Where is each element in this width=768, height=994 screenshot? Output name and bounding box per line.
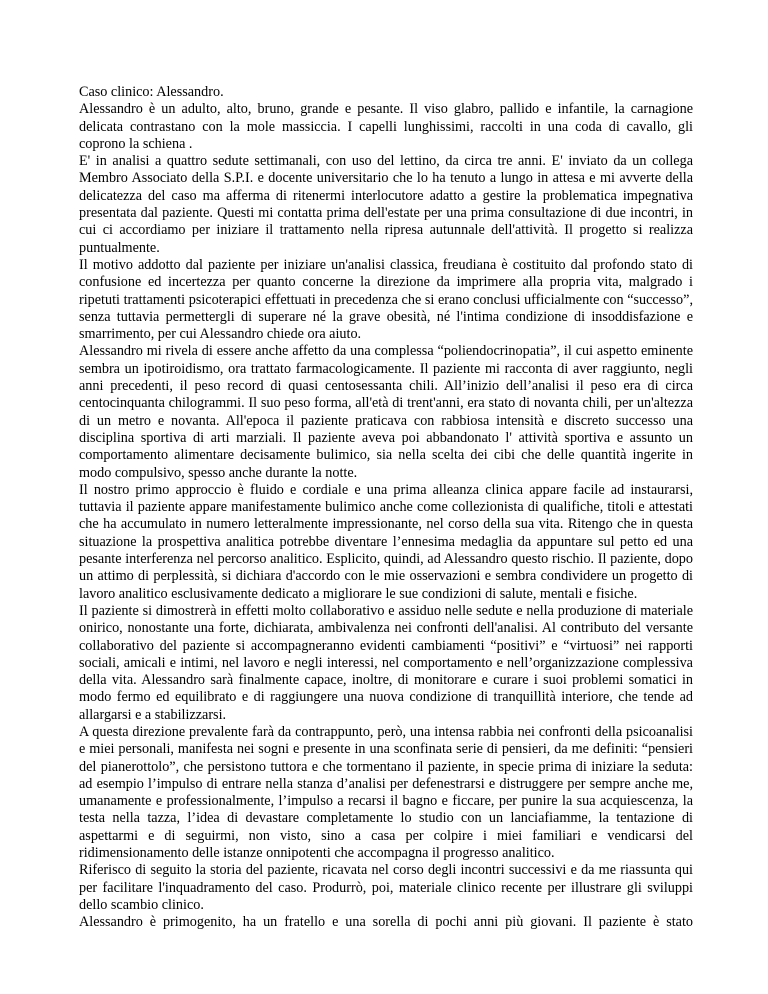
paragraph-7: A questa direzione prevalente farà da contrappunto, però, una intensa rabbia nei confronti della psicoanalisi e miei personali, manifesta nei sogni e presente in una sconfinata serie di pensieri, da me definiti: “pensieri del pianerottolo”, che persistono tuttora e che tormentano il paziente, in specie prima di iniziare la seduta: ad esempio l’impulso di entrare nella stanza d’analisi per defenestrarsi e distruggere per sempre anche me, umanamente e professionalmente, l’impulso a recarsi il bagno e ficcare, per punire la sua acquiescenza, la testa nella tazza, l’idea di devastare completamente lo studio con un lanciafiamme, la tentazione di aspettarmi e di seguirmi, non visto, sino a casa per colpire i miei familiari e vendicarsi del ridimensionamento delle istanze onnipotenti che accompagna il progresso analitico. [79,723,693,862]
paragraph-9: Alessandro è primogenito, ha un fratello e una sorella di pochi anni più giovani. Il paziente è stato [79,914,693,931]
document-title: Caso clinico: Alessandro. [79,84,224,100]
paragraph-1: Alessandro è un adulto, alto, bruno, grande e pesante. Il viso glabro, pallido e infantile, la carnagione delicata contrastano con la mole massiccia. I capelli lunghissimi, raccolti in una coda di cavallo, gli coprono la schiena . [79,101,693,152]
paragraph-2: E' in analisi a quattro sedute settimanali, con uso del lettino, da circa tre anni. E' inviato da un collega Membro Associato della S.P.I. e docente universitario che lo ha tenuto a lungo in attesa e mi avverte della delicatezza del caso ma afferma di ritenermi interlocutore adatto a gestire la problematica impegnativa presentata dal paziente. Questi mi contatta prima dell'estate per una prima consultazione di due incontri, in cui ci accordiamo per iniziare il trattamento nella ripresa autunnale dell'attività. Il progetto si realizza puntualmente. [79,153,693,256]
paragraph-3: Il motivo addotto dal paziente per iniziare un'analisi classica, freudiana è costituito dal profondo stato di confusione ed incertezza per quanto concerne la direzione da imprimere alla propria vita, malgrado i ripetuti trattamenti psicoterapici effettuati in precedenza che si erano conclusi ufficialmente con “successo”, senza tuttavia permettergli di superare né la grave obesità, né l'intima condizione di insoddisfazione e smarrimento, per cui Alessandro chiede ora aiuto. [79,256,693,343]
paragraph-5: Il nostro primo approccio è fluido e cordiale e una prima alleanza clinica appare facile ad instaurarsi, tuttavia il paziente appare manifestamente bulimico anche come collezionista di qualifiche, titoli e attestati che ha accumulato in numero letteralmente impressionante, nel corso della sua vita. Ritengo che in questa situazione la prospettiva analitica potrebbe diventare l’ennesima medaglia da appuntare sul petto ed una pesante interferenza nel percorso analitico. Esplicito, quindi, ad Alessandro questo rischio. Il paziente, dopo un attimo di perplessità, si dichiara d'accordo con le mie osservazioni e sembra condividere un progetto di lavoro analitico esclusivamente dedicato a migliorare le sue condizioni di salute, mentali e fisiche. [79,481,693,602]
paragraph-8: Riferisco di seguito la storia del paziente, ricavata nel corso degli incontri successivi e da me riassunta qui per facilitare l'inquadramento del caso. Produrrò, poi, materiale clinico recente per illustrare gli sviluppi dello scambio clinico. [79,862,693,913]
paragraph-4: Alessandro mi rivela di essere anche affetto da una complessa “poliendocrinopatia”, il cui aspetto eminente sembra un ipotiroidismo, ora trattato farmacologicamente. Il paziente mi racconta di aver raggiunto, negli anni precedenti, il peso record di quasi centosessanta chili. All’inizio dell’analisi il peso era di circa centocinquanta chilogrammi. Il suo peso forma, all'età di trent'anni, era stato di novanta chili, per un'altezza di un metro e novanta. All'epoca il paziente praticava con rabbiosa intensità e discreto successo una disciplina sportiva di arti marziali. Il paziente aveva poi abbandonato l' attività sportiva e assunto un comportamento alimentare decisamente bulimico, sia nella scelta dei cibi che delle quantità ingerite in modo compulsivo, spesso anche durante la notte. [79,343,693,481]
paragraph-6: Il paziente si dimostrerà in effetti molto collaborativo e assiduo nelle sedute e nella produzione di materiale onirico, nonostante una forte, dichiarata, ambivalenza nei confronti dell'analisi. Al contributo del versante collaborativo del paziente si accompagneranno evidenti cambiamenti “positivi” e “virtuosi” nei rapporti sociali, amicali e intimi, nel lavoro e negli interessi, nel comportamento e nell’organizzazione complessiva della vita. Alessandro sarà finalmente capace, inoltre, di monitorare e curare i suoi problemi somatici in modo fermo ed equilibrato e di raggiungere una nuova condizione di tranquillità interiore, che tende ad allargarsi e a stabilizzarsi. [79,602,693,723]
document-page [79,84,693,932]
